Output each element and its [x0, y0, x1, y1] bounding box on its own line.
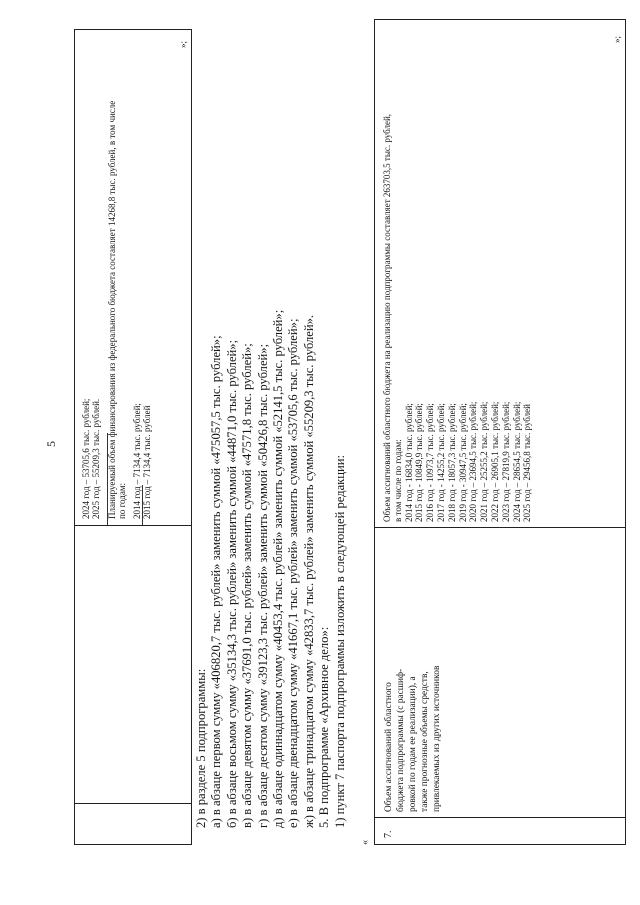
paragraph: д) в абзаце одиннадцатом сумму «40453,4 тыс. рублей» заменить суммой «52141,5 тыс. рублей»;	[271, 309, 286, 828]
label-line: Объем ассигнований областного	[384, 682, 394, 812]
paragraph: в) в абзаце девятом сумму «37691,0 тыс. рублей» заменить суммой «47571,8 тыс. рублей»;	[240, 343, 255, 828]
passport-table	[374, 19, 626, 845]
closing-quote: »;	[612, 35, 622, 43]
paragraph: 5. В подпрограмме «Архивное дело»:	[317, 626, 332, 828]
financing-table-fragment	[74, 29, 192, 845]
value-line: 2024 год – 28654,5 тыс. рублей;	[511, 401, 522, 522]
table-cell-value	[81, 33, 153, 519]
table-cell-number	[75, 803, 191, 844]
table-line: Планируемый объем финансирования из федерального бюджета составляет 14268,8 тыс. рублей, в том числе	[106, 100, 117, 519]
value-line: 2016 год - 10973,7 тыс. рублей;	[425, 403, 436, 522]
paragraph: г) в абзаце десятом сумму «39123,3 тыс. рублей» заменить суммой «50426,8 тыс. рублей»;	[255, 343, 270, 828]
opening-quote: «	[360, 840, 371, 845]
row-number: 7.	[383, 830, 394, 838]
label-line: также прогнозные объемы средств,	[420, 671, 430, 812]
paragraph: б) в абзаце восьмом сумму «35134,3 тыс. рублей» заменить суммой «44871,0 тыс. рублей»;	[224, 339, 239, 828]
table-cell-label	[375, 527, 625, 818]
table-line: 2014 год – 7134,4 тыс. рублей;	[132, 403, 143, 519]
label-line: ровкой по годам ее реализации), а	[408, 676, 418, 812]
value-line: 2019 год - 30947,5 тыс. рублей;	[457, 403, 468, 522]
label-line: привлекаемых из других источников	[432, 665, 442, 812]
value-line: 2018 год - 18057,3 тыс. рублей;	[446, 403, 457, 522]
table-cell-label	[75, 525, 191, 804]
page-number: 5	[44, 441, 58, 447]
value-line: 2017 год - 14255,2 тыс. рублей;	[435, 403, 446, 522]
value-line: 2023 год – 27819,9 тыс. рублей;	[500, 401, 511, 522]
table-line: 2015 год – 7134,4 тыс. рублей	[142, 405, 153, 519]
label-line: бюджета подпрограммы (с расшиф-	[396, 668, 406, 812]
table-cell-value	[382, 27, 533, 522]
value-line: 2014 год - 16834,0 тыс. рублей;	[403, 403, 414, 522]
value-line: Объем ассигнований областного бюджета на реализацию подпрограммы составляет 263703,5 тыс. рублей,	[382, 113, 392, 522]
table-line: 2025 год – 55209,3 тыс. рублей.	[91, 398, 102, 519]
paragraph: а) в абзаце первом сумму «406820,7 тыс. рублей» заменить суммой «475057,5 тыс. рублей»;	[209, 335, 224, 828]
table-line: 2024 год – 53705,6 тыс. рублей;	[81, 398, 91, 519]
paragraph: ж) в абзаце тринадцатом сумму «42833,7 тыс. рублей» заменить суммой «55209,3 тыс. рублей».	[301, 314, 316, 828]
table-cell-number	[375, 817, 625, 844]
closing-quote: »;	[178, 40, 188, 48]
value-line: 2022 год – 26905,1 тыс. рублей;	[489, 401, 500, 522]
paragraph: 1) пункт 7 паспорта подпрограммы изложить в следующей редакции:	[332, 454, 347, 828]
value-line: в том числе по годам:	[392, 439, 403, 522]
value-line: 2020 год – 23694,5 тыс. рублей;	[468, 401, 479, 522]
paragraph: 2) в разделе 5 подпрограммы:	[194, 668, 208, 828]
value-line: 2015 год - 10849,9 тыс. рублей;	[414, 403, 425, 522]
value-line: 2025 год – 29456,8 тыс. рублей	[522, 404, 533, 522]
paragraph: е) в абзаце двенадцатом сумму «41667,1 тыс. рублей» заменить суммой «53705,6 тыс. рублей»;	[286, 318, 301, 828]
table-line: по годам:	[116, 482, 127, 519]
amendment-text	[194, 28, 348, 828]
value-line: 2021 год – 25255,2 тыс. рублей;	[479, 401, 490, 522]
